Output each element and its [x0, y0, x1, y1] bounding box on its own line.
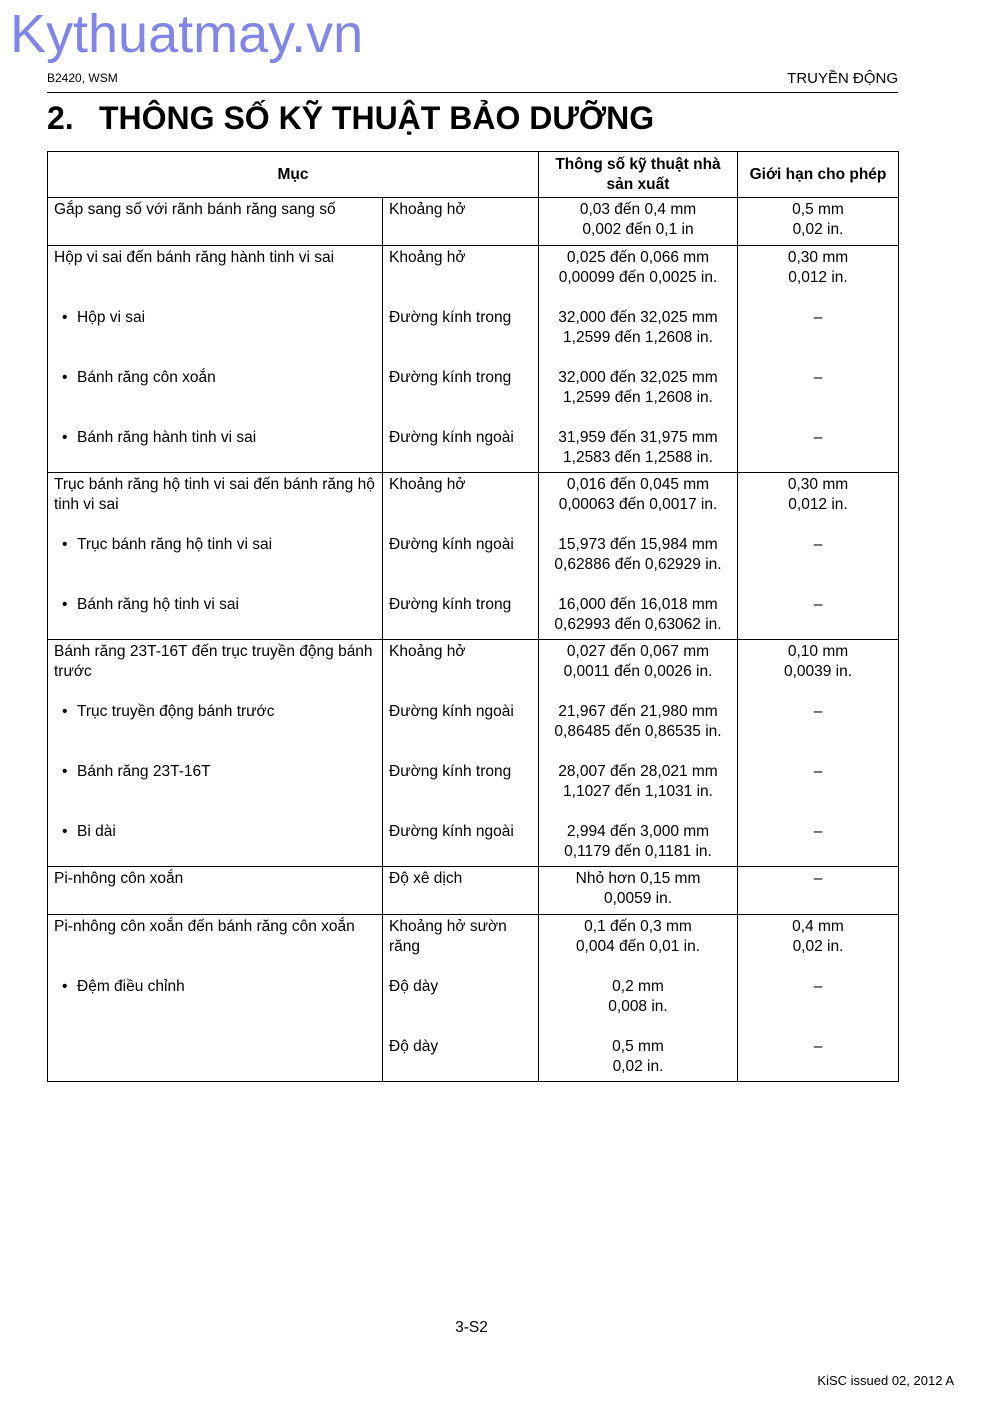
limit-mm: 0,30 mm [787, 249, 849, 266]
spec-in: 0,004 đến 0,01 in. [575, 938, 701, 955]
title-text: THÔNG SỐ KỸ THUẬT BẢO DƯỠNG [99, 100, 655, 136]
spec-mm: 0,03 đến 0,4 mm [579, 201, 697, 218]
spec-mm: 16,000 đến 16,018 mm [558, 596, 718, 613]
spec-in: 0,62886 đến 0,62929 in. [554, 556, 722, 573]
type-cell: Đường kính ngoài [389, 823, 514, 840]
item-cell: • Bánh răng hộ tinh vi sai [54, 593, 376, 639]
type-cell: Đường kính ngoài [389, 429, 514, 446]
page-number: 3-S2 [455, 1319, 488, 1336]
header-model: B2420, WSM [47, 71, 118, 85]
item-cell: • Bánh răng 23T-16T [54, 760, 376, 820]
limit-mm: – [813, 536, 823, 553]
item-cell: • Bánh răng côn xoắn [54, 366, 376, 426]
table-row [48, 760, 899, 820]
issued-label: KiSC issued 02, 2012 A [817, 1373, 954, 1388]
spec-in: 1,1027 đến 1,1031 in. [563, 783, 713, 800]
spec-mm: 32,000 đến 32,025 mm [558, 309, 718, 326]
page-title [47, 98, 654, 138]
limit-in: 0,0039 in. [783, 663, 853, 680]
table-row [48, 198, 899, 246]
item-cell: • Đệm điều chỉnh [54, 975, 376, 1035]
watermark: Kythuatmay.vn [10, 4, 364, 64]
spec-in: 0,0011 đến 0,0026 in. [563, 663, 713, 680]
limit-mm: – [813, 309, 823, 326]
item-cell: Pi-nhông côn xoắn [54, 870, 184, 887]
spec-in: 0,02 in. [612, 1058, 664, 1075]
spec-mm: 28,007 đến 28,021 mm [558, 763, 718, 780]
item-cell: • Bi dài [54, 820, 376, 866]
header-section: TRUYỀN ĐỘNG [787, 70, 898, 87]
item-cell: Gắp sang số với rãnh bánh răng sang số [54, 201, 336, 218]
limit-mm: – [813, 763, 823, 780]
spec-in: 0,86485 đến 0,86535 in. [554, 723, 722, 740]
spec-mm: 31,959 đến 31,975 mm [558, 429, 718, 446]
type-cell: Khoảng hở [389, 249, 466, 266]
item-cell: Hộp vi sai đến bánh răng hành tinh vi sai [54, 249, 335, 266]
limit-mm: – [813, 823, 823, 840]
table-row [48, 593, 899, 640]
limit-mm: – [813, 1038, 823, 1055]
spec-table [47, 151, 899, 1082]
type-cell: Đường kính trong [389, 309, 512, 326]
item-cell: Bánh răng 23T-16T đến trục truyền động bánh trước [54, 643, 373, 680]
limit-mm: – [813, 703, 823, 720]
table-row [48, 700, 899, 760]
table-row [48, 246, 899, 307]
table-row [48, 473, 899, 534]
table-row [48, 820, 899, 867]
col-header-item: Mục [48, 152, 539, 198]
item-cell: • Trục bánh răng hộ tinh vi sai [54, 533, 376, 593]
spec-mm: 2,994 đến 3,000 mm [566, 823, 710, 840]
limit-mm: 0,5 mm [792, 201, 844, 218]
table-row [48, 306, 899, 366]
limit-in: 0,012 in. [788, 496, 848, 513]
type-cell: Khoảng hở [389, 476, 466, 493]
type-cell: Khoảng hở [389, 201, 466, 218]
table-row [48, 915, 899, 976]
table-row [48, 533, 899, 593]
limit-mm: 0,30 mm [787, 476, 849, 493]
col-header-spec: Thông số kỹ thuật nhà sản xuất [539, 152, 738, 198]
item-cell: Pi-nhông côn xoắn đến bánh răng côn xoắn [54, 918, 355, 935]
limit-mm: 0,4 mm [792, 918, 844, 935]
spec-in: 0,002 đến 0,1 in [582, 221, 694, 238]
spec-mm: 32,000 đến 32,025 mm [558, 369, 718, 386]
type-cell: Khoảng hở [389, 643, 466, 660]
spec-in: 0,1179 đến 0,1181 in. [564, 843, 712, 860]
spec-in: 0,62993 đến 0,63062 in. [554, 616, 722, 633]
limit-mm: – [813, 870, 823, 887]
limit-mm: – [813, 596, 823, 613]
item-cell: Trục bánh răng hộ tinh vi sai đến bánh răng hộ tinh vi sai [54, 476, 375, 513]
type-cell: Đường kính trong [389, 369, 512, 386]
table-row [48, 366, 899, 426]
spec-mm: 0,027 đến 0,067 mm [566, 643, 710, 660]
spec-in: 1,2599 đến 1,2608 in. [563, 389, 713, 406]
spec-in: 0,00099 đến 0,0025 in. [558, 269, 718, 286]
spec-mm: Nhỏ hơn 0,15 mm [575, 870, 701, 887]
type-cell: Khoảng hở sườn răng [389, 918, 507, 955]
item-cell: • Trục truyền động bánh trước [54, 700, 376, 760]
limit-mm: – [813, 429, 823, 446]
type-cell: Đường kính trong [389, 763, 512, 780]
type-cell: Độ dày [389, 978, 439, 995]
spec-in: 1,2599 đến 1,2608 in. [563, 329, 713, 346]
item-cell: • Bánh răng hành tinh vi sai [54, 426, 376, 472]
type-cell: Đường kính trong [389, 596, 512, 613]
limit-in: 0,012 in. [788, 269, 848, 286]
table-row [48, 426, 899, 473]
spec-mm: 0,025 đến 0,066 mm [566, 249, 710, 266]
table-row [48, 640, 899, 701]
item-cell: • Hộp vi sai [54, 306, 376, 366]
spec-in: 0,008 in. [608, 998, 668, 1015]
spec-mm: 15,973 đến 15,984 mm [558, 536, 718, 553]
col-header-limit: Giới hạn cho phép [738, 152, 899, 198]
spec-mm: 0,016 đến 0,045 mm [566, 476, 710, 493]
spec-mm: 21,967 đến 21,980 mm [558, 703, 718, 720]
type-cell: Đường kính ngoài [389, 703, 514, 720]
spec-mm: 0,2 mm [612, 978, 664, 995]
limit-in: 0,02 in. [792, 938, 844, 955]
spec-mm: 0,5 mm [612, 1038, 664, 1055]
spec-in: 0,00063 đến 0,0017 in. [558, 496, 718, 513]
limit-mm: – [813, 978, 823, 995]
type-cell: Đường kính ngoài [389, 536, 514, 553]
table-row [48, 975, 899, 1035]
spec-in: 0,0059 in. [603, 890, 673, 907]
item-cell [54, 1035, 376, 1081]
limit-mm: – [813, 369, 823, 386]
limit-mm: 0,10 mm [787, 643, 849, 660]
header-rule [47, 92, 898, 93]
table-header-row [48, 152, 899, 198]
title-number: 2. [47, 100, 74, 136]
spec-mm: 0,1 đến 0,3 mm [584, 918, 692, 935]
spec-in: 1,2583 đến 1,2588 in. [563, 449, 713, 466]
type-cell: Độ dày [389, 1038, 439, 1055]
table-row [48, 867, 899, 915]
table-row [48, 1035, 899, 1082]
limit-in: 0,02 in. [792, 221, 844, 238]
type-cell: Độ xê dịch [389, 870, 463, 887]
